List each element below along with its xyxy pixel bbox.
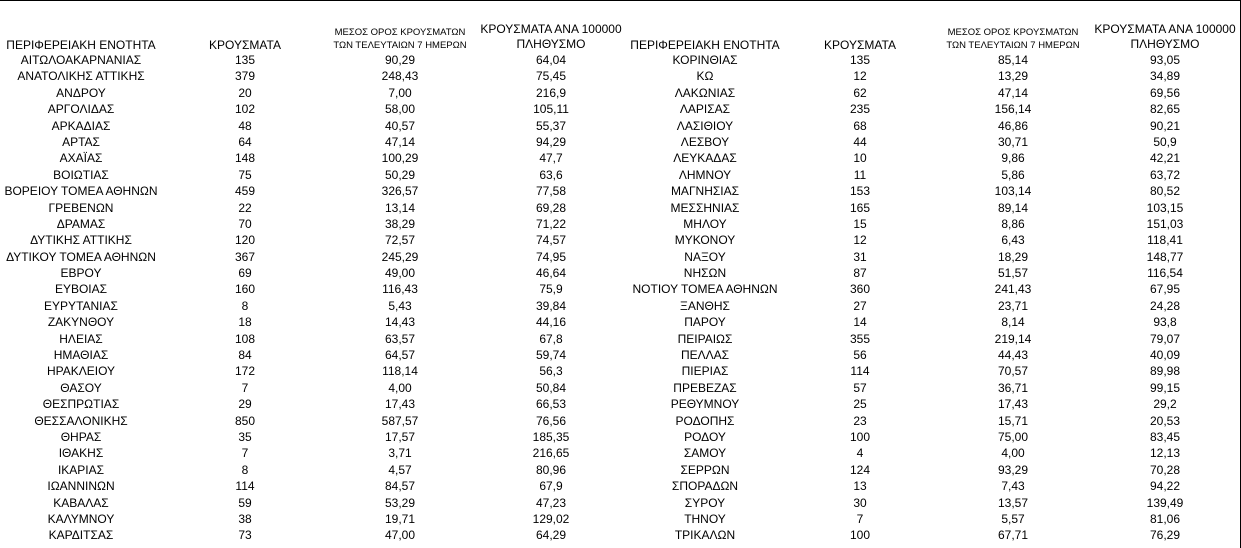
per-100k-cell: 74,57 — [535, 233, 567, 248]
per-100k-cell: 216,65 — [532, 446, 570, 461]
cases-cell: 379 — [234, 69, 256, 84]
region-cell: ΠΕΛΛΑΣ — [680, 348, 730, 363]
per-100k-cell: 79,07 — [1149, 331, 1181, 346]
per-100k-cell: 39,84 — [535, 298, 567, 313]
cases-cell: 367 — [234, 249, 256, 264]
region-cell: ΛΗΜΝΟΥ — [678, 167, 732, 182]
region-cell: ΑΝΔΡΟΥ — [56, 85, 106, 100]
per-100k-cell: 93,8 — [1153, 315, 1177, 330]
cases-cell: 360 — [849, 282, 871, 297]
avg-7days-cell: 13,14 — [384, 200, 416, 215]
table-row — [0, 265, 1241, 281]
region-cell: ΜΑΓΝΗΣΙΑΣ — [670, 184, 740, 199]
cases-cell: 15 — [853, 216, 867, 231]
per-100k-cell: 55,37 — [535, 118, 567, 133]
cases-cell: 14 — [853, 315, 867, 330]
cases-cell: 10 — [853, 151, 867, 166]
table-row — [0, 462, 1241, 478]
cases-cell: 153 — [849, 184, 871, 199]
per-100k-cell: 216,9 — [535, 85, 567, 100]
avg-7days-cell: 156,14 — [994, 102, 1032, 117]
avg-7days-cell: 3,71 — [388, 446, 412, 461]
region-cell: ΝΑΞΟΥ — [684, 249, 726, 264]
region-cell: ΜΥΚΟΝΟΥ — [674, 233, 736, 248]
per-100k-cell: 82,65 — [1149, 102, 1181, 117]
region-cell: ΑΡΓΟΛΙΔΑΣ — [47, 102, 115, 117]
region-cell: ΑΧΑΪΑΣ — [59, 151, 103, 166]
region-cell: ΛΑΚΩΝΙΑΣ — [674, 85, 736, 100]
cases-cell: 100 — [849, 528, 871, 543]
per-100k-cell: 64,29 — [535, 528, 567, 543]
cases-cell: 7 — [856, 511, 864, 526]
avg-7days-cell: 63,57 — [384, 331, 416, 346]
per-100k-cell: 151,03 — [1146, 216, 1184, 231]
avg-7days-cell: 245,29 — [381, 249, 419, 264]
region-cell: ΣΕΡΡΩΝ — [680, 462, 730, 477]
cases-cell: 20 — [238, 85, 252, 100]
avg-7days-cell: 116,43 — [382, 282, 418, 297]
per-100k-cell: 77,58 — [535, 184, 567, 199]
cases-cell: 7 — [241, 446, 249, 461]
region-cell: ΒΟΙΩΤΙΑΣ — [53, 167, 109, 182]
per-100k-cell: 116,54 — [1147, 266, 1183, 281]
avg-7days-cell: 46,86 — [997, 118, 1029, 133]
cases-cell: 59 — [238, 495, 252, 510]
table-row — [0, 527, 1241, 543]
per-100k-cell: 139,49 — [1146, 495, 1184, 510]
avg-7days-cell: 6,43 — [1001, 233, 1025, 248]
avg-7days-cell: 84,57 — [384, 479, 416, 494]
avg-7days-cell: 9,86 — [1001, 151, 1025, 166]
region-cell: ΜΕΣΣΗΝΙΑΣ — [670, 200, 740, 215]
region-cell: ΑΝΑΤΟΛΙΚΗΣ ΑΤΤΙΚΗΣ — [17, 69, 145, 84]
cases-cell: 12 — [853, 69, 867, 84]
table-row — [0, 183, 1241, 199]
table-row — [0, 85, 1241, 101]
avg-7days-cell: 103,14 — [994, 184, 1032, 199]
per-100k-cell: 105,11 — [533, 102, 569, 117]
region-cell: ΡΕΘΥΜΝΟΥ — [670, 397, 740, 412]
avg-7days-cell: 36,71 — [997, 380, 1029, 395]
table-row — [0, 200, 1241, 216]
cases-cell: 62 — [853, 85, 867, 100]
region-cell: ΘΕΣΠΡΩΤΙΑΣ — [42, 397, 120, 412]
region-cell: ΠΕΙΡΑΙΩΣ — [677, 331, 733, 346]
cases-cell: 8 — [241, 298, 249, 313]
header-per-100k: ΚΡΟΥΣΜΑΤΑ ΑΝΑ 100000 ΠΛΗΘΥΣΜΟ — [1094, 22, 1236, 51]
per-100k-cell: 59,74 — [535, 348, 567, 363]
region-cell: ΘΕΣΣΑΛΟΝΙΚΗΣ — [34, 413, 128, 428]
table-row — [0, 134, 1241, 150]
cases-cell: 35 — [238, 429, 252, 444]
per-100k-cell: 20,53 — [1149, 413, 1181, 428]
cases-cell: 459 — [234, 184, 256, 199]
avg-7days-cell: 5,43 — [388, 298, 412, 313]
avg-7days-cell: 248,43 — [381, 69, 419, 84]
per-100k-cell: 70,28 — [1149, 462, 1181, 477]
per-100k-cell: 103,15 — [1146, 200, 1184, 215]
region-cell: ΚΑΒΑΛΑΣ — [53, 495, 109, 510]
cases-cell: 48 — [238, 118, 252, 133]
avg-7days-cell: 38,29 — [384, 216, 416, 231]
table-header — [0, 12, 1241, 54]
region-cell: ΑΡΤΑΣ — [62, 134, 100, 149]
cases-cell: 18 — [238, 315, 252, 330]
region-cell: ΛΕΥΚΑΔΑΣ — [673, 151, 737, 166]
region-cell: ΚΑΛΥΜΝΟΥ — [47, 511, 115, 526]
avg-7days-cell: 89,14 — [997, 200, 1029, 215]
avg-7days-cell: 17,57 — [384, 429, 416, 444]
header-region: ΠΕΡΙΦΕΡΕΙΑΚΗ ΕΝΟΤΗΤΑ — [630, 38, 780, 52]
per-100k-cell: 67,9 — [539, 479, 563, 494]
region-cell: ΗΛΕΙΑΣ — [59, 331, 103, 346]
per-100k-cell: 75,9 — [539, 282, 563, 297]
cases-cell: 29 — [238, 397, 252, 412]
cases-cell: 56 — [853, 348, 867, 363]
cases-cell: 355 — [849, 331, 871, 346]
per-100k-cell: 44,16 — [535, 315, 567, 330]
region-cell: ΠΑΡΟΥ — [684, 315, 726, 330]
header-per-100k: ΚΡΟΥΣΜΑΤΑ ΑΝΑ 100000 ΠΛΗΘΥΣΜΟ — [480, 22, 622, 51]
per-100k-cell: 89,98 — [1149, 364, 1181, 379]
region-cell: ΚΑΡΔΙΤΣΑΣ — [48, 528, 114, 543]
per-100k-cell: 47,23 — [535, 495, 567, 510]
per-100k-cell: 94,29 — [535, 134, 567, 149]
cases-cell: 30 — [853, 495, 867, 510]
avg-7days-cell: 241,43 — [994, 282, 1032, 297]
cases-cell: 135 — [234, 53, 256, 67]
header-avg-7days: ΜΕΣΟΣ ΟΡΟΣ ΚΡΟΥΣΜΑΤΩΝ ΤΩΝ ΤΕΛΕΥΤΑΙΩΝ 7 ΗΜΕΡΩΝ — [946, 27, 1080, 51]
per-100k-cell: 12,13 — [1149, 446, 1181, 461]
region-cell: ΘΗΡΑΣ — [60, 429, 102, 444]
per-100k-cell: 81,06 — [1149, 511, 1181, 526]
per-100k-cell: 66,53 — [535, 397, 567, 412]
header-cases: ΚΡΟΥΣΜΑΤΑ — [824, 38, 896, 52]
table-row — [0, 478, 1241, 494]
per-100k-cell: 34,89 — [1149, 69, 1181, 84]
cases-cell: 12 — [853, 233, 867, 248]
table-row — [0, 249, 1241, 265]
avg-7days-cell: 17,43 — [384, 397, 416, 412]
region-cell: ΤΗΝΟΥ — [684, 511, 726, 526]
per-100k-cell: 67,95 — [1149, 282, 1181, 297]
region-cell: ΙΩΑΝΝΙΝΩΝ — [47, 479, 115, 494]
avg-7days-cell: 100,29 — [381, 151, 419, 166]
table-row — [0, 232, 1241, 248]
per-100k-cell: 93,05 — [1149, 53, 1181, 67]
cases-cell: 25 — [853, 397, 867, 412]
avg-7days-cell: 58,00 — [384, 102, 416, 117]
cases-cell: 64 — [238, 134, 252, 149]
avg-7days-cell: 93,29 — [997, 462, 1029, 477]
region-cell: ΔΥΤΙΚΗΣ ΑΤΤΙΚΗΣ — [30, 233, 132, 248]
avg-7days-cell: 64,57 — [384, 348, 416, 363]
per-100k-cell: 46,64 — [535, 266, 567, 281]
per-100k-cell: 63,6 — [539, 167, 563, 182]
table-row — [0, 511, 1241, 527]
avg-7days-cell: 8,14 — [1001, 315, 1025, 330]
per-100k-cell: 69,56 — [1149, 85, 1181, 100]
region-cell: ΣΠΟΡΑΔΩΝ — [671, 479, 739, 494]
table-row — [0, 150, 1241, 166]
per-100k-cell: 185,35 — [532, 429, 570, 444]
region-cell: ΠΙΕΡΙΑΣ — [681, 364, 729, 379]
table-row — [0, 331, 1241, 347]
region-cell: ΑΙΤΩΛΟΑΚΑΡΝΑΝΙΑΣ — [20, 53, 142, 67]
region-cell: ΓΡΕΒΕΝΩΝ — [48, 200, 114, 215]
region-cell: ΝΟΤΙΟΥ ΤΟΜΕΑ ΑΘΗΝΩΝ — [632, 282, 778, 297]
per-100k-cell: 42,21 — [1149, 151, 1181, 166]
avg-7days-cell: 13,57 — [997, 495, 1029, 510]
per-100k-cell: 71,22 — [535, 216, 567, 231]
avg-7days-cell: 30,71 — [997, 134, 1029, 149]
region-cell: ΙΚΑΡΙΑΣ — [57, 462, 105, 477]
per-100k-cell: 76,56 — [535, 413, 567, 428]
avg-7days-cell: 4,57 — [388, 462, 412, 477]
avg-7days-cell: 49,00 — [384, 266, 416, 281]
cases-cell: 84 — [238, 348, 252, 363]
cases-cell: 31 — [853, 249, 867, 264]
avg-7days-cell: 90,29 — [384, 53, 416, 67]
per-100k-cell: 80,52 — [1149, 184, 1181, 199]
region-cell: ΛΑΣΙΘΙΟΥ — [676, 118, 734, 133]
cases-cell: 148 — [234, 151, 256, 166]
cases-cell: 165 — [849, 200, 871, 215]
cases-cell: 108 — [234, 331, 256, 346]
per-100k-cell: 74,95 — [535, 249, 567, 264]
cases-cell: 124 — [849, 462, 871, 477]
cases-cell: 11 — [853, 167, 867, 182]
avg-7days-cell: 44,43 — [997, 348, 1029, 363]
per-100k-cell: 129,02 — [532, 511, 570, 526]
table-row — [0, 167, 1241, 183]
table-row — [0, 363, 1241, 379]
avg-7days-cell: 4,00 — [1001, 446, 1025, 461]
region-cell: ΡΟΔΟΠΗΣ — [675, 413, 735, 428]
cases-cell: 114 — [235, 479, 255, 494]
region-cell: ΛΑΡΙΣΑΣ — [679, 102, 731, 117]
table-body — [0, 52, 1241, 544]
region-cell: ΗΜΑΘΙΑΣ — [53, 348, 109, 363]
avg-7days-cell: 15,71 — [997, 413, 1029, 428]
avg-7days-cell: 85,14 — [997, 53, 1029, 67]
per-100k-cell: 75,45 — [535, 69, 567, 84]
avg-7days-cell: 219,14 — [994, 331, 1032, 346]
per-100k-cell: 40,09 — [1149, 348, 1181, 363]
region-cell: ΣΥΡΟΥ — [684, 495, 726, 510]
avg-7days-cell: 7,43 — [1001, 479, 1025, 494]
avg-7days-cell: 70,57 — [997, 364, 1029, 379]
avg-7days-cell: 75,00 — [997, 429, 1029, 444]
cases-cell: 68 — [853, 118, 867, 133]
cases-cell: 44 — [853, 134, 867, 149]
per-100k-cell: 76,29 — [1149, 528, 1181, 543]
region-cell: ΞΑΝΘΗΣ — [680, 298, 730, 313]
avg-7days-cell: 67,71 — [997, 528, 1029, 543]
region-cell: ΕΥΡΥΤΑΝΙΑΣ — [44, 298, 118, 313]
region-cell: ΑΡΚΑΔΙΑΣ — [51, 118, 111, 133]
table-row — [0, 445, 1241, 461]
cases-cell: 22 — [238, 200, 252, 215]
cases-cell: 172 — [234, 364, 256, 379]
header-cases: ΚΡΟΥΣΜΑΤΑ — [209, 38, 281, 52]
per-100k-cell: 83,45 — [1149, 429, 1181, 444]
cases-cell: 38 — [238, 511, 252, 526]
table-row — [0, 413, 1241, 429]
region-cell: ΚΟΡΙΝΘΙΑΣ — [672, 53, 738, 67]
region-cell: ΣΑΜΟΥ — [683, 446, 727, 461]
per-100k-cell: 47,7 — [539, 151, 563, 166]
avg-7days-cell: 72,57 — [384, 233, 416, 248]
avg-7days-cell: 18,29 — [997, 249, 1029, 264]
header-region: ΠΕΡΙΦΕΡΕΙΑΚΗ ΕΝΟΤΗΤΑ — [6, 38, 156, 52]
cases-cell: 100 — [849, 429, 871, 444]
cases-cell: 27 — [853, 298, 867, 313]
region-cell: ΖΑΚΥΝΘΟΥ — [47, 315, 115, 330]
avg-7days-cell: 51,57 — [997, 266, 1029, 281]
cases-cell: 8 — [241, 462, 249, 477]
region-cell: ΛΕΣΒΟΥ — [680, 134, 730, 149]
avg-7days-cell: 5,86 — [1001, 167, 1025, 182]
region-cell: ΝΗΣΩΝ — [683, 266, 727, 281]
cases-cell: 75 — [238, 167, 252, 182]
avg-7days-cell: 4,00 — [388, 380, 412, 395]
table-row — [0, 429, 1241, 445]
region-cell: ΘΑΣΟΥ — [60, 380, 102, 395]
avg-7days-cell: 118,14 — [382, 364, 418, 379]
avg-7days-cell: 19,71 — [384, 511, 416, 526]
avg-7days-cell: 7,00 — [388, 85, 412, 100]
region-cell: ΒΟΡΕΙΟΥ ΤΟΜΕΑ ΑΘΗΝΩΝ — [4, 184, 158, 199]
top-border — [0, 0, 1241, 1]
avg-7days-cell: 13,29 — [997, 69, 1029, 84]
avg-7days-cell: 40,57 — [384, 118, 416, 133]
table-row — [0, 380, 1241, 396]
header-avg-7days: ΜΕΣΟΣ ΟΡΟΣ ΚΡΟΥΣΜΑΤΩΝ ΤΩΝ ΤΕΛΕΥΤΑΙΩΝ 7 ΗΜΕΡΩΝ — [333, 27, 467, 51]
avg-7days-cell: 47,14 — [997, 85, 1029, 100]
region-cell: ΕΥΒΟΙΑΣ — [54, 282, 108, 297]
cases-cell: 102 — [234, 102, 256, 117]
avg-7days-cell: 17,43 — [997, 397, 1029, 412]
region-cell: ΔΥΤΙΚΟΥ ΤΟΜΕΑ ΑΘΗΝΩΝ — [6, 249, 156, 264]
region-cell: ΡΟΔΟΥ — [684, 429, 726, 444]
region-cell: ΚΩ — [696, 69, 714, 84]
per-100k-cell: 118,41 — [1147, 233, 1183, 248]
table-row — [0, 101, 1241, 117]
per-100k-cell: 80,96 — [535, 462, 567, 477]
region-cell: ΜΗΛΟΥ — [683, 216, 727, 231]
avg-7days-cell: 47,14 — [384, 134, 416, 149]
cases-cell: 69 — [238, 266, 252, 281]
table-row — [0, 396, 1241, 412]
cases-cell: 70 — [238, 216, 252, 231]
per-100k-cell: 56,3 — [539, 364, 563, 379]
per-100k-cell: 24,28 — [1149, 298, 1181, 313]
per-100k-cell: 69,28 — [535, 200, 567, 215]
cases-cell: 114 — [850, 364, 870, 379]
table-row — [0, 118, 1241, 134]
avg-7days-cell: 53,29 — [384, 495, 416, 510]
table-row — [0, 495, 1241, 511]
per-100k-cell: 148,77 — [1146, 249, 1184, 264]
cases-cell: 135 — [849, 53, 871, 67]
cases-cell: 4 — [856, 446, 864, 461]
per-100k-cell: 67,8 — [539, 331, 563, 346]
region-cell: ΗΡΑΚΛΕΙΟΥ — [46, 364, 116, 379]
per-100k-cell: 64,04 — [535, 53, 567, 67]
avg-7days-cell: 326,57 — [381, 184, 419, 199]
table-row — [0, 281, 1241, 297]
cases-cell: 73 — [238, 528, 252, 543]
cases-cell: 850 — [234, 413, 256, 428]
cases-cell: 23 — [853, 413, 867, 428]
cases-cell: 7 — [241, 380, 249, 395]
table-row — [0, 68, 1241, 84]
cases-cell: 120 — [234, 233, 256, 248]
per-100k-cell: 63,72 — [1149, 167, 1181, 182]
region-cell: ΕΒΡΟΥ — [60, 266, 102, 281]
per-100k-cell: 94,22 — [1149, 479, 1181, 494]
table-row — [0, 52, 1241, 68]
avg-7days-cell: 14,43 — [384, 315, 416, 330]
table-row — [0, 216, 1241, 232]
per-100k-cell: 50,84 — [535, 380, 567, 395]
avg-7days-cell: 5,57 — [1001, 511, 1025, 526]
cases-cell: 235 — [849, 102, 871, 117]
cases-cell: 160 — [234, 282, 256, 297]
table-row — [0, 347, 1241, 363]
cases-cell: 13 — [853, 479, 867, 494]
region-cell: ΤΡΙΚΑΛΩΝ — [674, 528, 736, 543]
per-100k-cell: 99,15 — [1149, 380, 1181, 395]
region-cell: ΙΘΑΚΗΣ — [58, 446, 104, 461]
per-100k-cell: 50,9 — [1153, 134, 1177, 149]
per-100k-cell: 29,2 — [1153, 397, 1177, 412]
per-100k-cell: 90,21 — [1149, 118, 1181, 133]
avg-7days-cell: 50,29 — [384, 167, 416, 182]
region-cell: ΠΡΕΒΕΖΑΣ — [673, 380, 737, 395]
avg-7days-cell: 587,57 — [381, 413, 419, 428]
table-row — [0, 298, 1241, 314]
table-row — [0, 314, 1241, 330]
avg-7days-cell: 47,00 — [384, 528, 416, 543]
avg-7days-cell: 8,86 — [1001, 216, 1025, 231]
avg-7days-cell: 23,71 — [997, 298, 1029, 313]
cases-cell: 57 — [853, 380, 867, 395]
cases-cell: 87 — [853, 266, 867, 281]
region-cell: ΔΡΑΜΑΣ — [56, 216, 106, 231]
